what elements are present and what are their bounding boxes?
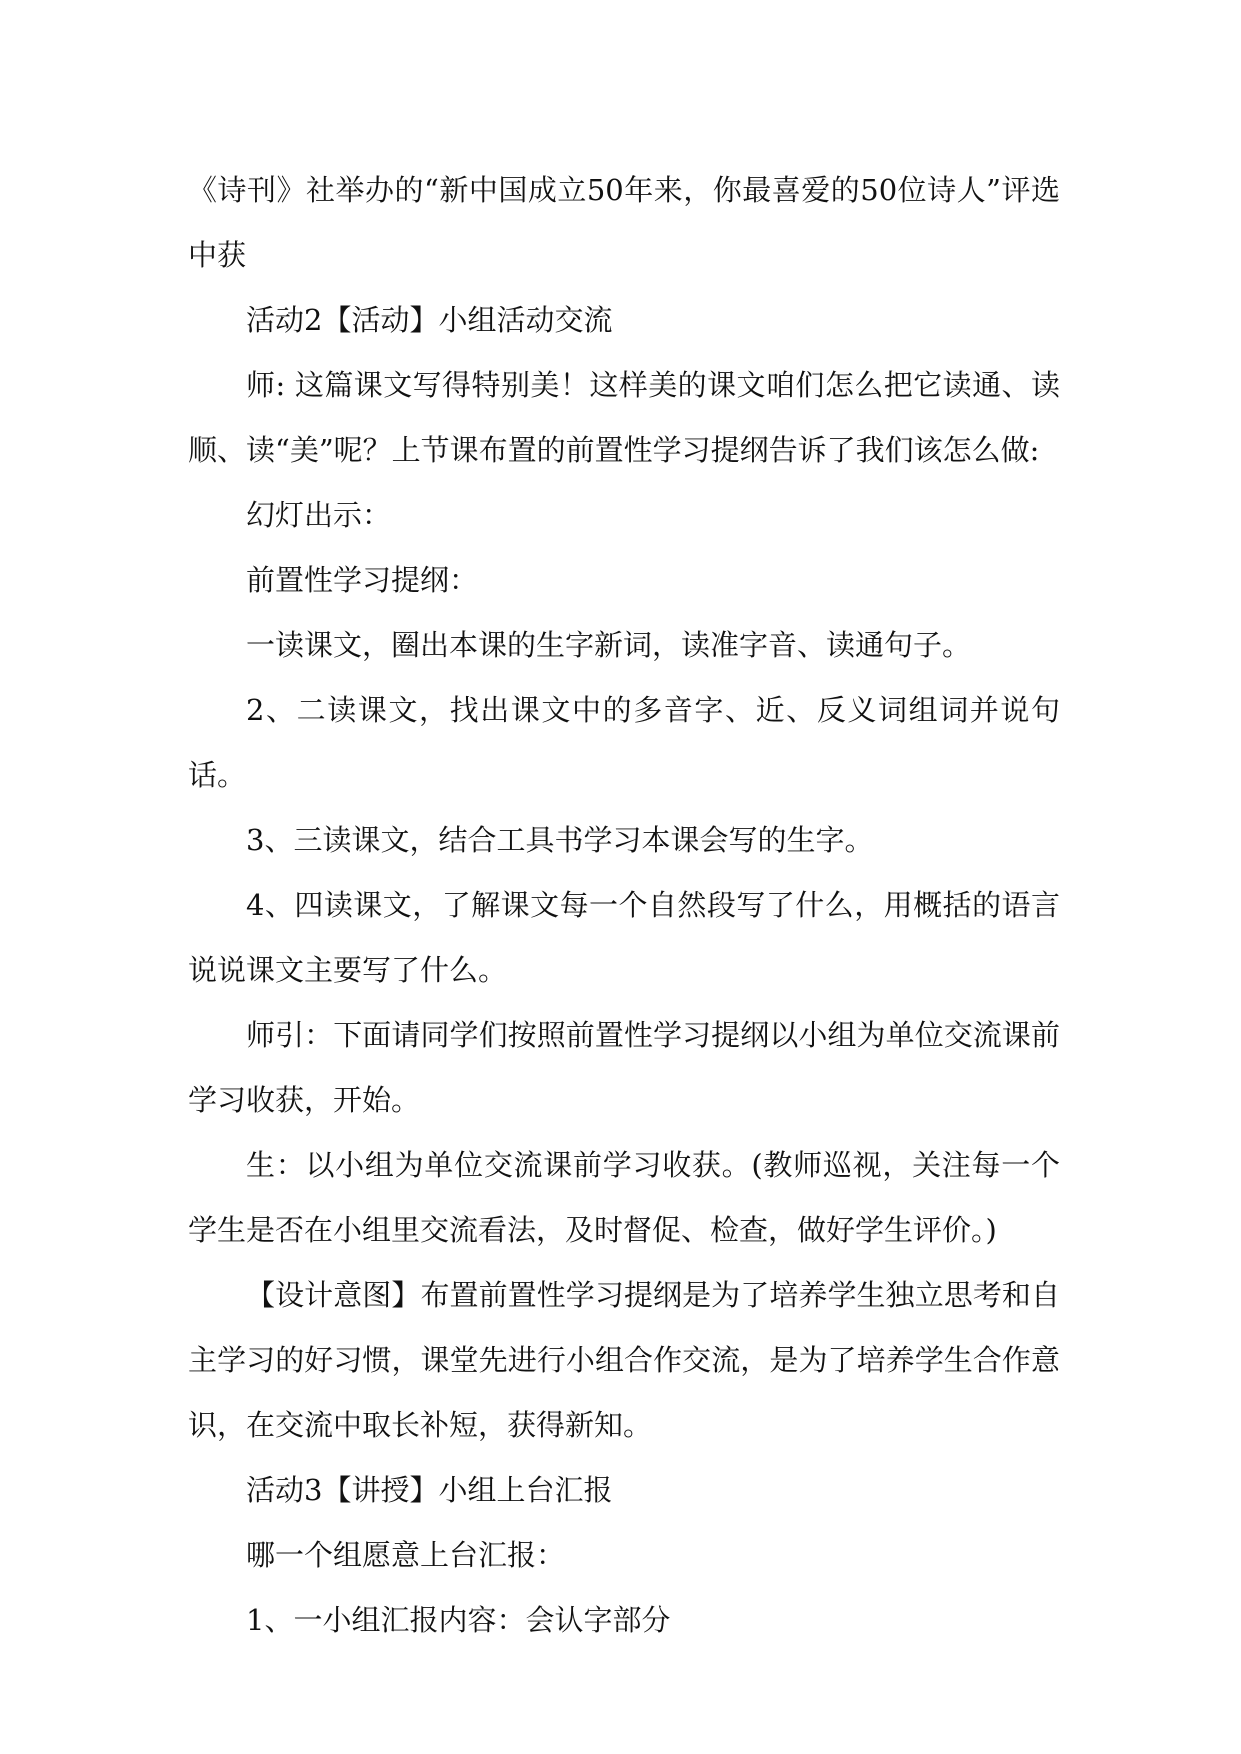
paragraph-teacher-guide: 师引：下面请同学们按照前置性学习提纲以小组为单位交流课前学习收获，开始。 [188,1018,1060,1117]
paragraph-student-exchange: 生：以小组为单位交流课前学习收获。(教师巡视，关注每一个学生是否在小组里交流看法，及时督促、检查，做好学生评价。) [188,1148,1060,1247]
paragraph-outline-item-2: 2、二读课文，找出课文中的多音字、近、反义词组词并说句话。 [188,693,1060,792]
paragraph-outline-item-4: 4、四读课文，了解课文每一个自然段写了什么，用概括的语言说说课文主要写了什么。 [188,888,1060,987]
document-body [188,158,1060,1653]
paragraph-outline-item-3: 3、三读课文，结合工具书学习本课会写的生字。 [246,823,874,857]
paragraph-group-report-question: 哪一个组愿意上台汇报： [246,1538,566,1572]
paragraph-group-1-report: 1、一小组汇报内容：会认字部分 [246,1603,671,1637]
paragraph-poetry-selection: 《诗刊》社举办的“新中国成立50年来，你最喜爱的50位诗人”评选中获 [188,173,1060,272]
paragraph-activity-3-heading: 活动3【讲授】小组上台汇报 [246,1473,613,1507]
paragraph-outline-title: 前置性学习提纲： [246,563,479,597]
paragraph-activity-2-heading: 活动2【活动】小组活动交流 [246,303,613,337]
paragraph-slide-show: 幻灯出示： [246,498,392,532]
paragraph-teacher-intro: 师: 这篇课文写得特别美！这样美的课文咱们怎么把它读通、读顺、读“美”呢？上节课布置的前置性学习提纲告诉了我们该怎么做: [188,368,1060,467]
paragraph-outline-item-1: 一读课文，圈出本课的生字新词，读准字音、读通句子。 [246,628,972,662]
paragraph-design-intent: 【设计意图】布置前置性学习提纲是为了培养学生独立思考和自主学习的好习惯，课堂先进行小组合作交流，是为了培养学生合作意识，在交流中取长补短，获得新知。 [188,1278,1060,1442]
